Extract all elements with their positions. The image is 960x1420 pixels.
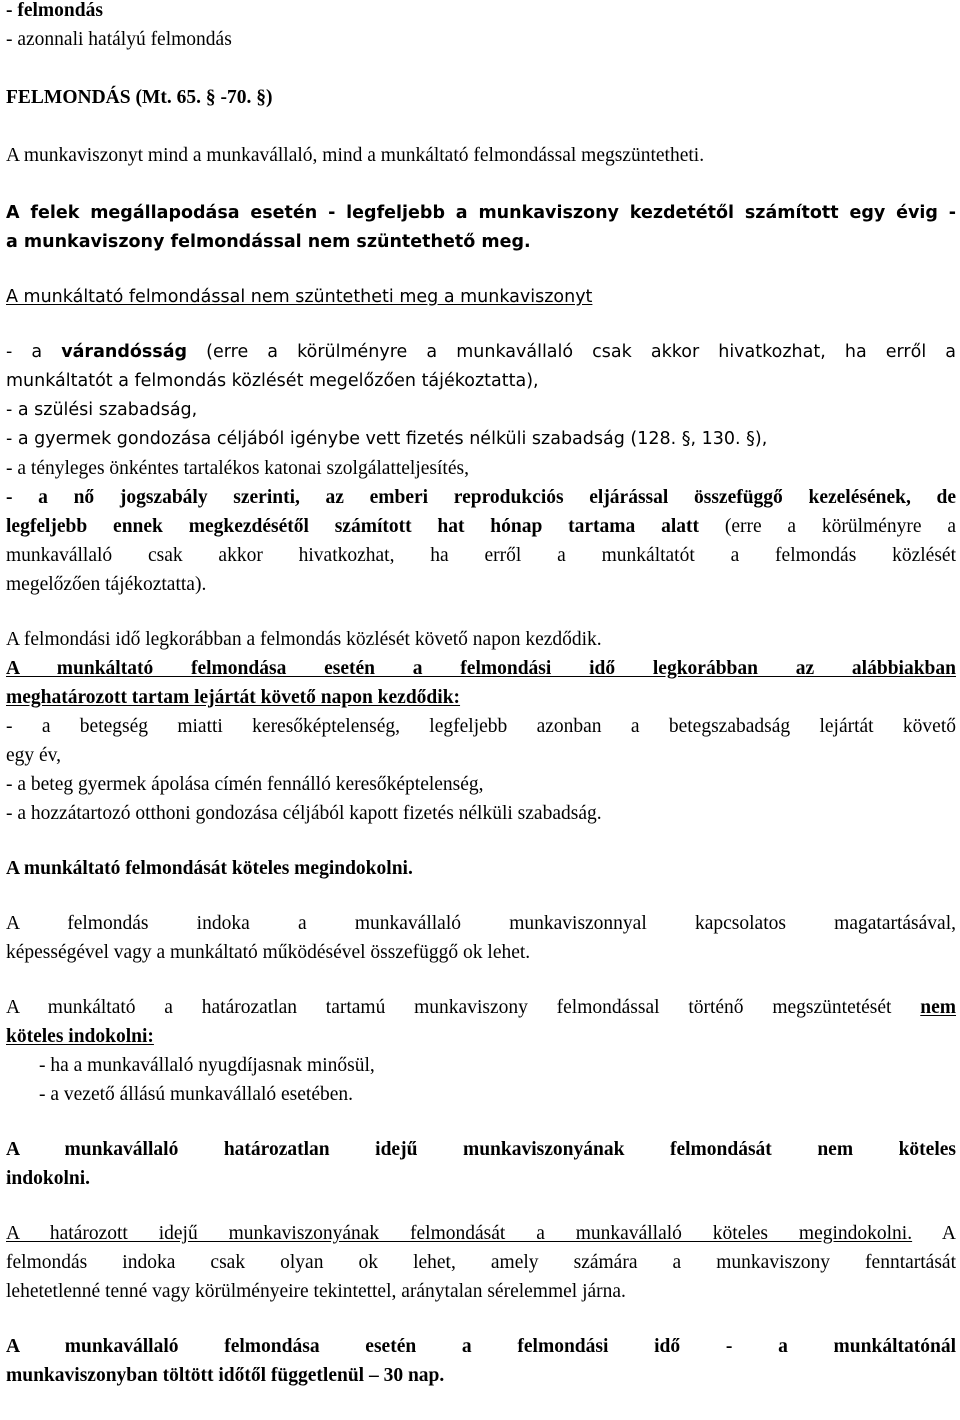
exceptions-line-2 [6, 1022, 956, 1051]
heading-text: FELMONDÁS (Mt. 65. § -70. §) [6, 87, 273, 108]
employee-fixed-emph: A határozott idejű munkaviszonyának felmondását a munkavállaló köteles megindokolni. [6, 1223, 913, 1244]
notice-item-sick-child: - a beteg gyermek ápolása címén fennálló keresőképtelenség, [6, 774, 484, 795]
justification-line-1: A felmondás indoka a munkavállaló munkaviszonnyal kapcsolatos magatartásával, [6, 913, 956, 934]
item-bold: legfeljebb ennek megkezdésétől számított hat hónap tartama alatt [6, 516, 700, 537]
item-rest: (erre a körülményre a [699, 516, 956, 537]
notice-period-paragraph: A felmondási idő legkorábban a felmondás közlését követő napon kezdődik. [6, 629, 602, 650]
exceptions-line-1 [6, 993, 956, 1022]
section-exceptions [6, 993, 956, 1109]
section-employee-fixed [6, 1219, 956, 1306]
protection-item-childcare: - a gyermek gondozása céljából igénybe vett fizetés nélküli szabadság (128. §, 130. §), [6, 429, 768, 449]
employee-fixed-line-3: lehetetlenné tenné vagy körülményeire tekintettel, aránytalan sérelemmel járna. [6, 1281, 626, 1302]
notice-item-illness-cont: egy év, [6, 745, 62, 766]
exception-item-executive: - a vezető állású munkavállaló esetében. [39, 1084, 354, 1105]
employee-indefinite-line-2: indokolni. [6, 1168, 91, 1189]
list-item [6, 0, 956, 25]
section-protection-title: A munkáltató felmondással nem szüntetheti meg a munkaviszonyt [6, 287, 593, 307]
exception-item-pensioner: - ha a munkavállaló nyugdíjasnak minősül, [39, 1055, 375, 1076]
exceptions-text: A munkáltató a határozatlan tartamú munkaviszony felmondással történő megszüntetését [6, 997, 921, 1018]
section-employee-indefinite [6, 1135, 956, 1193]
notice-period-title-1 [6, 654, 956, 683]
page-heading [6, 83, 956, 112]
protection-item-reproductive-cont3: megelőzően tájékoztatta). [6, 574, 207, 595]
exceptions-emph: nem [920, 997, 956, 1018]
document-page [6, 0, 956, 1390]
agreement-line-2: a munkaviszony felmondással nem szüntethető meg. [6, 232, 531, 252]
title-text: meghatározott tartam lejártát követő napon kezdődik: [6, 687, 461, 708]
item-bold: várandósság [61, 342, 188, 362]
notice-item-relative-care: - a hozzátartozó otthoni gondozása céljából kapott fizetés nélküli szabadság. [6, 803, 602, 824]
item-rest: (erre a körülményre a munkavállaló csak akkor hivatkozhat, ha erről a [187, 342, 956, 362]
list-item-azonnali: - azonnali hatályú felmondás [6, 29, 232, 50]
item-bold: - a nő jogszabály szerinti, az emberi reprodukciós eljárással összefüggő kezelésének, de [6, 487, 956, 508]
protection-item-military: - a tényleges önkéntes tartalékos katonai szolgálatteljesítés, [6, 458, 469, 479]
paragraph-agreement [6, 199, 956, 257]
item-prefix: - a [6, 342, 62, 362]
justification-title: A munkáltató felmondását köteles megindokolni. [6, 858, 413, 879]
section-protection [6, 283, 956, 454]
section-employee-notice [6, 1332, 956, 1390]
section-justification [6, 854, 956, 967]
employee-notice-line-2: munkaviszonyban töltött időtől függetlenül – 30 nap. [6, 1365, 445, 1386]
employee-fixed-line-2: felmondás indoka csak olyan ok lehet, amely számára a munkaviszony fenntartását [6, 1252, 956, 1273]
exceptions-emph: köteles indokolni: [6, 1026, 154, 1047]
title-text: A munkáltató felmondása esetén a felmondási idő legkorábban az alábbiakban [6, 658, 956, 679]
notice-item-illness: - a betegség miatti keresőképtelenség, legfeljebb azonban a betegszabadság lejártát követő [6, 716, 956, 737]
protection-item-pregnancy-cont: munkáltatót a felmondás közlését megelőzően tájékoztatta), [6, 371, 539, 391]
protection-item-pregnancy [6, 338, 956, 367]
protection-item-reproductive-cont2: munkavállaló csak akkor hivatkozhat, ha erről a munkáltatót a felmondás közlését [6, 545, 956, 566]
section-protection-serif [6, 454, 956, 599]
protection-item-reproductive [6, 483, 956, 512]
protection-item-reproductive-cont [6, 512, 956, 541]
employee-indefinite-line-1: A munkavállaló határozatlan idejű munkaviszonyának felmondását nem köteles [6, 1139, 956, 1160]
justification-line-2: képességével vagy a munkáltató működésével összefüggő ok lehet. [6, 942, 531, 963]
employee-fixed-rest: A [912, 1223, 956, 1244]
agreement-line-1: A felek megállapodása esetén - legfeljebb a munkaviszony kezdetétől számított egy évig - [6, 203, 956, 223]
employee-notice-line-1: A munkavállaló felmondása esetén a felmondási idő - a munkáltatónál [6, 1336, 956, 1357]
list-item-felmondas: - felmondás [6, 0, 103, 21]
section-notice-period [6, 625, 956, 828]
protection-item-maternity: - a szülési szabadság, [6, 400, 198, 420]
notice-period-title-2 [6, 683, 956, 712]
paragraph-intro: A munkaviszonyt mind a munkavállaló, mind a munkáltató felmondással megszüntetheti. [6, 145, 705, 166]
employee-fixed-line-1 [6, 1219, 956, 1248]
